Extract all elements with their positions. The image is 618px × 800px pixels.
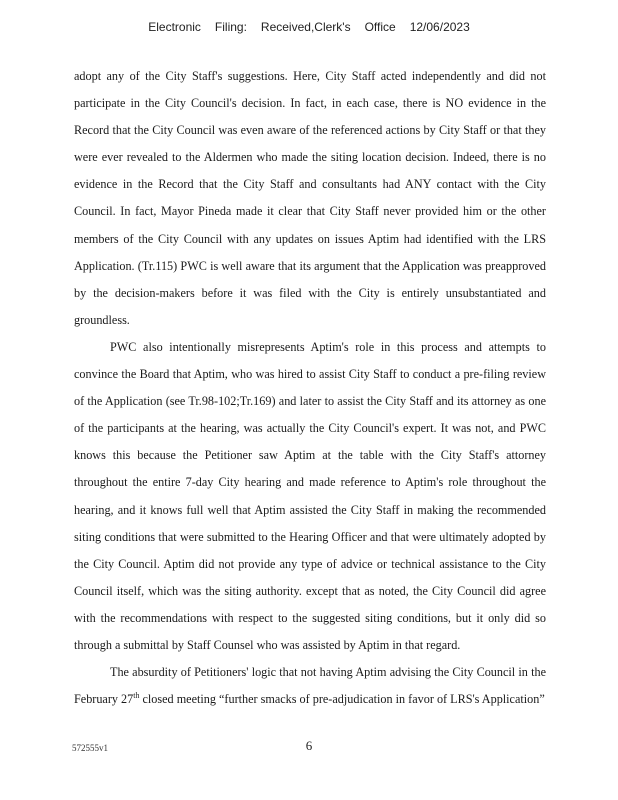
paragraph-3-end: closed meeting “further smacks of pre-adjudication in favor of LRS's Application” (139, 692, 545, 707)
paragraph-1: adopt any of the City Staff's suggestions. Here, City Staff acted independently and did not participate in the City Council's decision. In fact, in each case, there is NO evidence in the Record that the City Council was even aware of the referenced actions by City Staff or that they were ever revealed to the Aldermen who made the siting location decision. Indeed, there is no evidence in the Record that the City Staff and consultants had ANY contact with the City Council. In fact, Mayor Pineda made it clear that City Staff never provided him or the other members of the City Council with any updates on issues Aptim had identified with the LRS Application. (Tr.115) PWC is well aware that its argument that the Application was preapproved by the decision-makers before it was filed with the City is entirely unsubstantiated and groundless. (74, 69, 546, 327)
ordinal-suffix: th (133, 691, 140, 701)
paragraph-3 (74, 659, 546, 713)
page-number: 6 (305, 738, 313, 753)
document-id: 572555v1 (72, 743, 108, 753)
header-filing: Filing: (214, 20, 247, 34)
header-office: Office (364, 20, 396, 34)
paragraph-2: PWC also intentionally misrepresents Aptim's role in this process and attempts to convince the Board that Aptim, who was hired to assist City Staff to conduct a pre-filing review of the Application (see Tr.98-102;Tr.169) and later to assist the City Staff and its attorney as one of the participants at the hearing, was actually the City Council's expert. It was not, and PWC knows this because the Petitioner saw Aptim at the table with the City Staff's attorney throughout the entire 7-day City hearing and made reference to Aptim's role throughout the hearing, and it knows full well that Aptim assisted the City Staff in making the recommended siting conditions that were submitted to the Hearing Officer and that were ultimately adopted by the City Council. Aptim did not provide any type of advice or technical assistance to the City Council itself, which was the siting authority. except that as noted, the City Council did agree with the recommendations with respect to the suggested siting conditions, but it only did so through a submittal by Staff Counsel who was assisted by Aptim in that regard. (74, 339, 546, 652)
filing-stamp-header (0, 20, 618, 34)
header-electronic: Electronic (148, 20, 201, 34)
document-body (74, 63, 546, 713)
header-received-clerks: Received,Clerk's (260, 20, 351, 34)
paragraph-3-start: The absurdity of Petitioners' logic that not having Aptim advising the City Council in the February 27 (74, 665, 546, 707)
header-date: 12/06/2023 (409, 20, 470, 34)
